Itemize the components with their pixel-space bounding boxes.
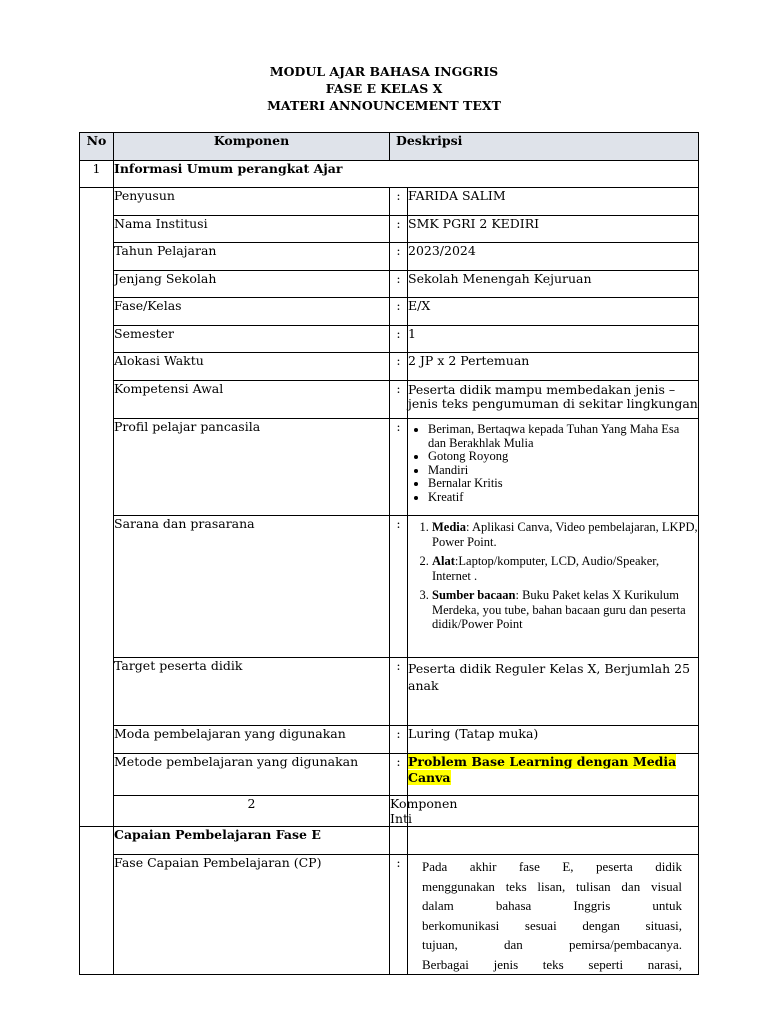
table-row xyxy=(80,726,699,754)
row-label: Fase Capaian Pembelajaran (CP) xyxy=(114,855,390,975)
sarana-list xyxy=(408,520,698,632)
section-1-title: Informasi Umum perangkat Ajar xyxy=(114,161,699,188)
row-label: Penyusun xyxy=(114,188,390,216)
section-2-number: 2 xyxy=(114,796,390,827)
target-value: Peserta didik Reguler Kelas X, Berjumlah 25 anak xyxy=(408,658,699,726)
section-1-number-cell xyxy=(80,188,114,827)
paragraph-line: Pada akhir fase E, peserta didik xyxy=(422,859,683,874)
table-row xyxy=(80,298,699,326)
row-value: Sekolah Menengah Kejuruan xyxy=(408,271,699,298)
row-label: Fase/Kelas xyxy=(114,298,390,326)
list-item: • Kreatif xyxy=(428,491,698,505)
row-value: 2023/2024 xyxy=(408,243,699,271)
section-2-row xyxy=(80,796,699,827)
paragraph-line: dalam bahasa Inggris untuk xyxy=(422,898,683,913)
paragraph-line: Berbagai jenis teks seperti narasi, xyxy=(422,956,683,972)
row-colon: : xyxy=(390,188,408,216)
row-colon: : xyxy=(390,326,408,353)
empty-cell xyxy=(408,827,699,855)
row-label: Target peserta didik xyxy=(114,658,390,726)
row-colon: : xyxy=(390,855,408,975)
fase-cp-paragraph xyxy=(408,855,698,974)
kompetensi-awal-value: Peserta didik mampu membedakan jenis – jenis teks pengumuman di sekitar lingkungan xyxy=(408,381,699,419)
row-label: Nama Institusi xyxy=(114,216,390,243)
row-value: E/X xyxy=(408,298,699,326)
row-colon: : xyxy=(390,298,408,326)
item-heading: Alat xyxy=(432,554,455,568)
table-row xyxy=(80,243,699,271)
list-item: • Beriman, Bertaqwa kepada Tuhan Yang Maha Esa dan Berakhlak Mulia xyxy=(428,423,698,450)
table-row xyxy=(80,188,699,216)
row-value: SMK PGRI 2 KEDIRI xyxy=(408,216,699,243)
empty-cell xyxy=(390,827,408,855)
row-colon: : xyxy=(390,419,408,516)
sarana-list-cell xyxy=(408,516,699,658)
table-row xyxy=(80,419,699,516)
list-item xyxy=(432,588,698,632)
item-text: : Buku Paket kelas X Kurikulum Merdeka, you tube, bahan bacaan guru dan peserta didik/Power Point xyxy=(432,588,686,631)
row-label: Alokasi Waktu xyxy=(114,353,390,381)
row-label: Tahun Pelajaran xyxy=(114,243,390,271)
paragraph-line: tujuan, dan pemirsa/pembacanya. xyxy=(422,937,683,952)
header-komponen: Komponen xyxy=(114,133,390,161)
row-colon: : xyxy=(390,243,408,271)
module-table xyxy=(79,132,699,975)
item-heading: Media xyxy=(432,520,467,534)
list-item: • Gotong Royong xyxy=(428,450,698,464)
section-2-number-cell xyxy=(80,827,114,975)
row-colon: : xyxy=(390,216,408,243)
table-header-row xyxy=(80,133,699,161)
table-row xyxy=(80,271,699,298)
profil-list-cell xyxy=(408,419,699,516)
row-colon: : xyxy=(390,726,408,754)
item-text: :Laptop/komputer, LCD, Audio/Speaker, Internet . xyxy=(432,554,660,583)
table-row xyxy=(80,516,699,658)
row-label: Profil pelajar pancasila xyxy=(114,419,390,516)
row-colon: : xyxy=(390,271,408,298)
table-row xyxy=(80,658,699,726)
metode-value: Problem Base Learning dengan Media Canva xyxy=(408,754,677,785)
paragraph-line: berkomunikasi sesuai dengan situasi, xyxy=(422,917,683,933)
row-label: Moda pembelajaran yang digunakan xyxy=(114,726,390,754)
row-value: 2 JP x 2 Pertemuan xyxy=(408,353,699,381)
row-label: Semester xyxy=(114,326,390,353)
row-colon: : xyxy=(390,353,408,381)
item-heading: Sumber bacaan xyxy=(432,588,516,602)
doc-title-line-2: FASE E KELAS X xyxy=(325,81,443,96)
list-item: • Mandiri xyxy=(428,464,698,478)
table-row xyxy=(80,754,699,796)
header-no: No xyxy=(80,133,114,161)
row-value: 1 xyxy=(408,326,699,353)
metode-value-cell xyxy=(408,754,699,796)
row-label: Sarana dan prasarana xyxy=(114,516,390,658)
section-1-row xyxy=(80,161,699,188)
section-2-title: Komponen Inti xyxy=(390,796,458,826)
list-item xyxy=(432,520,698,549)
doc-title-line-3: MATERI ANNOUNCEMENT TEXT xyxy=(267,98,501,113)
capaian-title-row xyxy=(80,827,699,855)
table-row xyxy=(80,855,699,975)
capaian-title: Capaian Pembelajaran Fase E xyxy=(114,827,390,855)
section-1-number: 1 xyxy=(80,161,114,188)
profil-list xyxy=(408,423,698,504)
list-item xyxy=(432,554,698,583)
paragraph-line: menggunakan teks lisan, tulisan dan visual xyxy=(422,878,683,894)
row-colon: : xyxy=(390,658,408,726)
item-text: : Aplikasi Canva, Video pembelajaran, LKPD, Power Point. xyxy=(432,520,698,549)
table-row xyxy=(80,353,699,381)
row-value: FARIDA SALIM xyxy=(408,188,699,216)
table-row xyxy=(80,216,699,243)
list-item: • Bernalar Kritis xyxy=(428,477,698,491)
header-deskripsi: Deskripsi xyxy=(390,133,699,161)
row-label: Jenjang Sekolah xyxy=(114,271,390,298)
row-colon: : xyxy=(390,381,408,419)
row-value: Luring (Tatap muka) xyxy=(408,726,699,754)
row-colon: : xyxy=(390,754,408,796)
doc-title-line-1: MODUL AJAR BAHASA INGGRIS xyxy=(269,64,499,79)
row-label: Kompetensi Awal xyxy=(114,381,390,419)
table-row xyxy=(80,326,699,353)
table-row xyxy=(80,381,699,419)
fase-cp-cell xyxy=(408,855,699,975)
row-colon: : xyxy=(390,516,408,658)
row-label: Metode pembelajaran yang digunakan xyxy=(114,754,390,796)
